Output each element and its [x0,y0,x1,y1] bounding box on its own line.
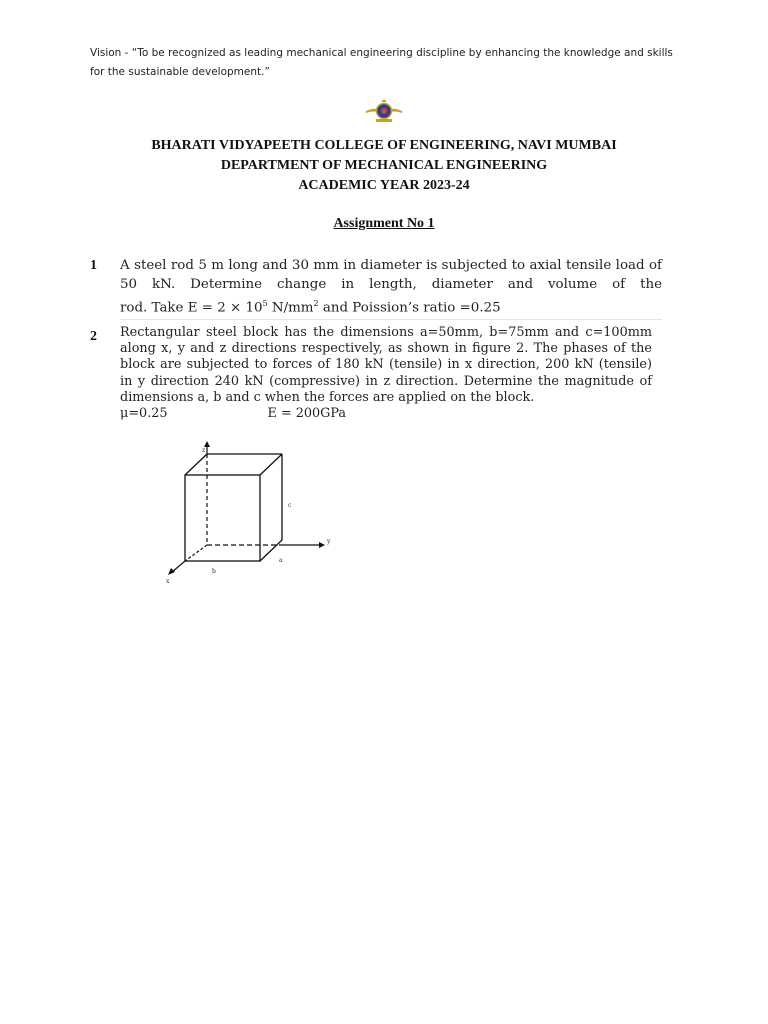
figure-2-block-diagram [160,440,340,590]
label-x: x [166,578,170,585]
question-1-last-line: rod. Take $E = 2 \times 10^5$ $N/mm^2$ and Poission’s ratio =0.25 [120,299,501,316]
label-y: y [327,538,331,545]
question-number: 2 [90,329,97,344]
academic-year: ACADEMIC YEAR 2023-24 [298,178,470,193]
block-front-face [185,475,260,561]
y-axis-arrow [319,542,325,548]
label-a: a [279,557,283,564]
question-2-text [120,325,652,422]
youngs-modulus: E = 200GPa [267,406,347,422]
x-axis-arrow [168,568,175,575]
department-name: DEPARTMENT OF MECHANICAL ENGINEERING [220,158,548,173]
label-c: c [288,502,292,509]
assignment-title: Assignment No 1 [333,216,435,231]
label-z: z [202,447,206,454]
question-1-main: A steel rod 5 m long and 30 mm in diameter is subjected to axial tensile load of 50 kN. Determine change in length, diameter and volume of the [120,258,662,292]
college-name: BHARATI VIDYAPEETH COLLEGE OF ENGINEERING, NAVI MUMBAI [151,138,617,153]
label-b: b [212,568,216,575]
question-1-text [120,256,662,320]
college-logo-icon [364,98,404,126]
poisson-ratio: μ=0.25 [120,406,168,422]
vision-statement: Vision - “To be recognized as leading mechanical engineering discipline by enhancing the knowledge and skills for the sustainable development.” [90,47,673,78]
question-2-constants [120,406,652,422]
question-number: 1 [90,258,97,273]
document-header [0,136,768,196]
question-2-body: Rectangular steel block has the dimensions a=50mm, b=75mm and c=100mm along x, y and z directions respectively, as shown in figure 2. The phases of the block are subjected to forces of 180 kN (tensile) in x direction, 200 kN (tensile) in y direction 240 kN (compressive) in z direction. Determine the magnitude of dimensions a, b and c when the forces are applied on the block. [120,325,652,405]
